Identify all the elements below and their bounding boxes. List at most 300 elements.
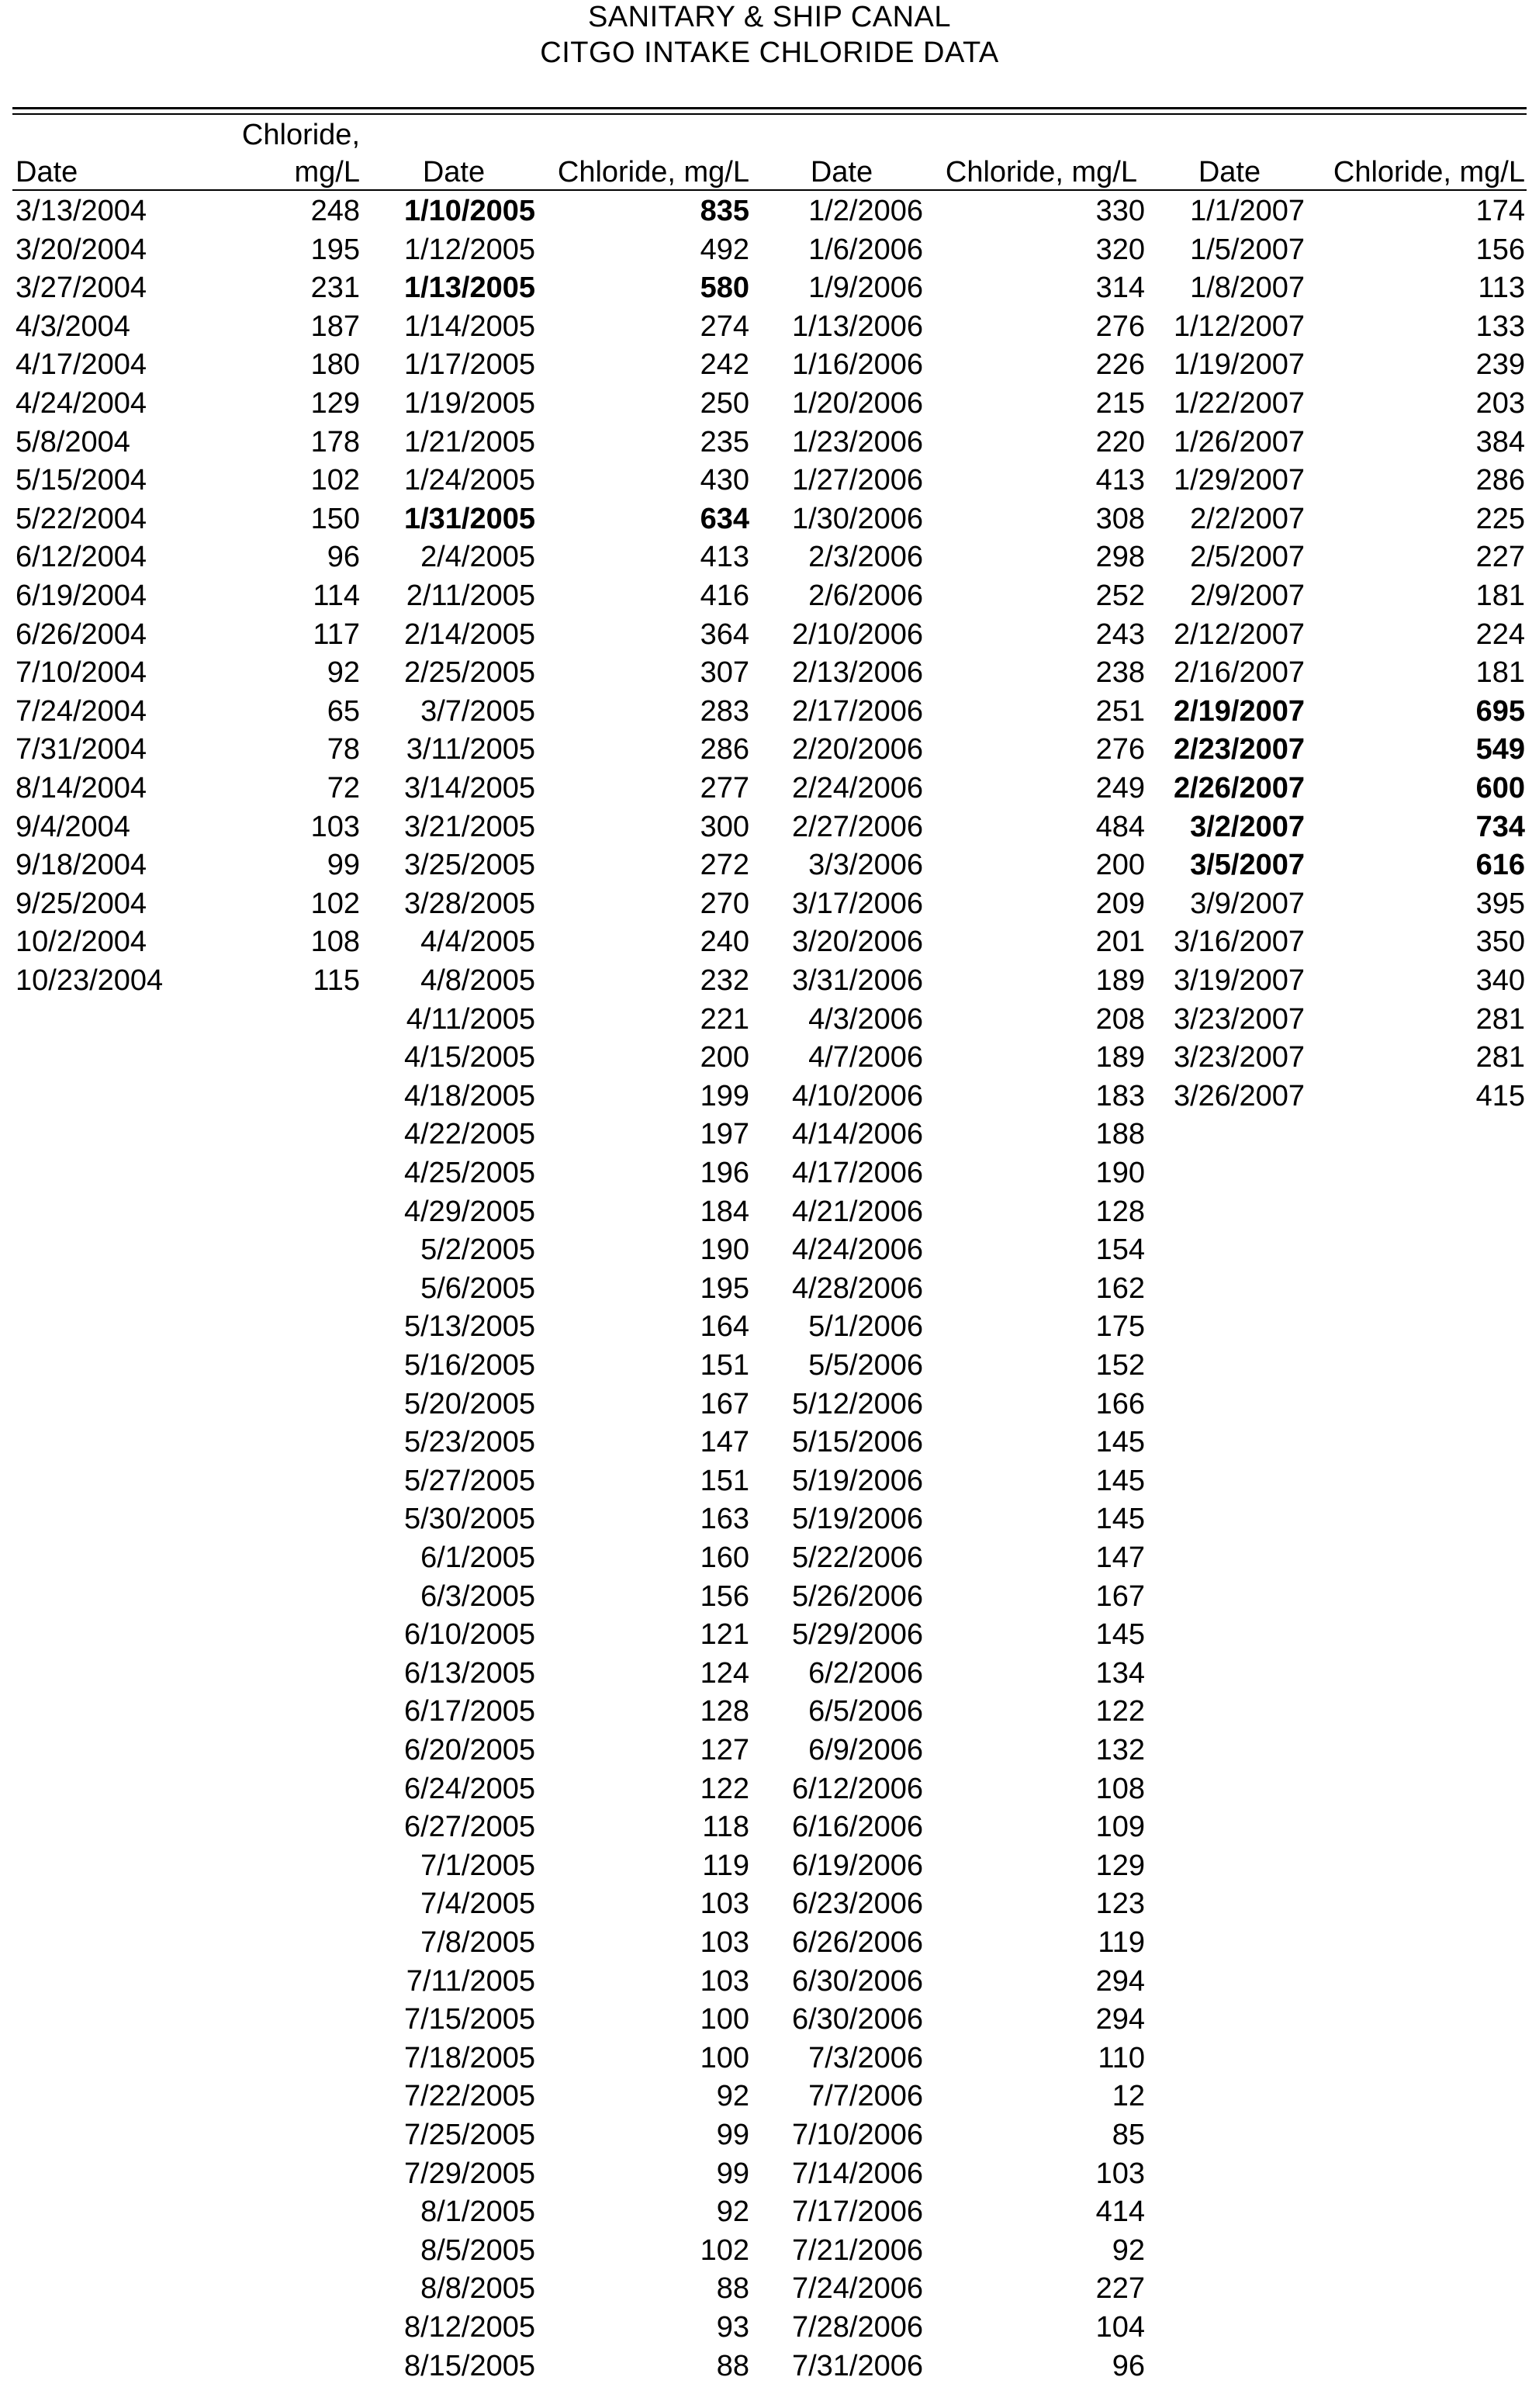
cell-chloride: 118 <box>702 1811 749 1844</box>
cell-chloride: 156 <box>700 1579 749 1613</box>
cell-date: 7/29/2005 <box>403 2157 535 2190</box>
cell-date: 5/22/2006 <box>791 1541 923 1574</box>
cell-date: 2/23/2007 <box>1173 733 1305 766</box>
cell-chloride: 183 <box>1095 1079 1145 1112</box>
cell-chloride: 251 <box>1095 694 1145 728</box>
cell-date: 7/24/2004 <box>16 694 147 728</box>
cell-date: 4/3/2004 <box>16 310 130 343</box>
cell-date: 3/27/2004 <box>16 272 147 305</box>
cell-chloride: 272 <box>700 849 749 882</box>
cell-chloride: 103 <box>310 810 360 843</box>
header-date-2006: Date <box>810 156 873 189</box>
cell-chloride: 184 <box>700 1195 749 1228</box>
cell-date: 6/17/2005 <box>403 1695 535 1728</box>
cell-chloride: 600 <box>1475 772 1525 804</box>
cell-date: 7/25/2005 <box>403 2119 535 2151</box>
cell-chloride: 92 <box>1112 2233 1145 2267</box>
cell-date: 5/13/2005 <box>403 1310 535 1344</box>
cell-date: 6/26/2006 <box>791 1926 923 1959</box>
cell-chloride: 277 <box>700 772 749 804</box>
cell-date: 3/11/2005 <box>406 733 535 766</box>
cell-date: 6/12/2004 <box>16 541 147 574</box>
cell-date: 7/10/2004 <box>16 656 147 690</box>
cell-chloride: 243 <box>1095 618 1145 651</box>
cell-chloride: 134 <box>1095 1656 1145 1690</box>
cell-date: 4/28/2006 <box>791 1271 923 1305</box>
cell-date: 4/25/2005 <box>403 1157 535 1189</box>
cell-date: 2/6/2006 <box>808 580 923 612</box>
cell-chloride: 298 <box>1095 541 1145 574</box>
cell-date: 3/13/2004 <box>16 195 147 227</box>
cell-chloride: 128 <box>1095 1195 1145 1228</box>
cell-chloride: 78 <box>327 733 360 766</box>
cell-chloride: 166 <box>1095 1387 1145 1420</box>
cell-chloride: 88 <box>716 2349 749 2382</box>
cell-chloride: 99 <box>716 2157 749 2190</box>
cell-chloride: 200 <box>1095 849 1145 882</box>
cell-date: 3/7/2005 <box>420 694 535 728</box>
cell-chloride: 102 <box>310 464 360 497</box>
cell-date: 6/19/2006 <box>791 1849 923 1882</box>
cell-date: 4/22/2005 <box>403 1118 535 1151</box>
cell-date: 4/15/2005 <box>403 1041 535 1074</box>
cell-date: 7/8/2005 <box>420 1926 535 1959</box>
cell-date: 10/2/2004 <box>16 925 147 959</box>
cell-date: 7/7/2006 <box>808 2080 923 2113</box>
cell-chloride: 281 <box>1475 1002 1525 1036</box>
cell-chloride: 235 <box>700 425 749 458</box>
cell-chloride: 129 <box>1095 1849 1145 1882</box>
cell-chloride: 364 <box>700 618 749 651</box>
cell-chloride: 196 <box>700 1157 749 1189</box>
cell-chloride: 114 <box>313 580 360 612</box>
cell-date: 1/1/2007 <box>1190 195 1305 227</box>
cell-chloride: 180 <box>310 348 360 382</box>
cell-date: 6/3/2005 <box>420 1579 535 1613</box>
cell-date: 5/1/2006 <box>808 1310 923 1344</box>
cell-chloride: 283 <box>700 694 749 728</box>
cell-chloride: 227 <box>1095 2272 1145 2306</box>
cell-chloride: 129 <box>310 387 360 420</box>
cell-date: 3/20/2006 <box>791 925 923 959</box>
header-chloride-2004-line1: Chloride, <box>241 119 360 151</box>
cell-chloride: 108 <box>1095 1772 1145 1805</box>
cell-chloride: 276 <box>1095 733 1145 766</box>
cell-date: 10/23/2004 <box>16 964 164 997</box>
cell-date: 1/24/2005 <box>403 464 535 497</box>
cell-date: 5/2/2005 <box>420 1233 535 1267</box>
cell-date: 7/31/2006 <box>791 2349 923 2382</box>
cell-chloride: 104 <box>1095 2311 1145 2344</box>
cell-date: 5/30/2005 <box>403 1503 535 1536</box>
cell-chloride: 103 <box>1095 2157 1145 2190</box>
cell-chloride: 109 <box>1095 1811 1145 1844</box>
cell-date: 1/2/2006 <box>808 195 923 227</box>
cell-chloride: 274 <box>700 310 749 343</box>
cell-date: 3/28/2005 <box>403 887 535 920</box>
cell-date: 1/8/2007 <box>1190 272 1305 305</box>
cell-chloride: 695 <box>1475 694 1525 728</box>
cell-date: 7/28/2006 <box>791 2311 923 2344</box>
cell-date: 2/2/2007 <box>1190 502 1305 535</box>
cell-date: 8/15/2005 <box>403 2349 535 2382</box>
cell-date: 6/10/2005 <box>403 1618 535 1652</box>
cell-chloride: 96 <box>1112 2349 1145 2382</box>
cell-date: 1/10/2005 <box>403 195 535 227</box>
cell-chloride: 208 <box>1095 1002 1145 1036</box>
cell-date: 2/11/2005 <box>406 580 535 612</box>
cell-chloride: 484 <box>1095 810 1145 843</box>
cell-date: 3/23/2007 <box>1173 1041 1305 1074</box>
cell-date: 1/21/2005 <box>403 425 535 458</box>
cell-date: 1/23/2006 <box>791 425 923 458</box>
header-date-2005: Date <box>422 156 486 189</box>
cell-date: 1/29/2007 <box>1173 464 1305 497</box>
cell-date: 2/5/2007 <box>1190 541 1305 574</box>
cell-chloride: 103 <box>700 1926 749 1959</box>
cell-chloride: 123 <box>1095 1887 1145 1921</box>
cell-chloride: 119 <box>1098 1926 1145 1959</box>
cell-date: 4/17/2006 <box>791 1157 923 1189</box>
cell-date: 5/23/2005 <box>403 1426 535 1459</box>
cell-chloride: 197 <box>700 1118 749 1151</box>
cell-chloride: 199 <box>700 1079 749 1112</box>
cell-date: 1/19/2007 <box>1173 348 1305 382</box>
cell-chloride: 240 <box>700 925 749 959</box>
cell-chloride: 294 <box>1095 1964 1145 1998</box>
cell-chloride: 150 <box>310 502 360 535</box>
cell-chloride: 145 <box>1095 1464 1145 1497</box>
cell-date: 2/10/2006 <box>791 618 923 651</box>
cell-date: 6/12/2006 <box>791 1772 923 1805</box>
cell-chloride: 92 <box>716 2195 749 2229</box>
cell-chloride: 188 <box>1095 1118 1145 1151</box>
cell-date: 5/15/2004 <box>16 464 147 497</box>
cell-chloride: 124 <box>700 1656 749 1690</box>
cell-date: 6/23/2006 <box>791 1887 923 1921</box>
cell-date: 4/10/2006 <box>791 1079 923 1112</box>
cell-chloride: 835 <box>700 195 749 227</box>
cell-chloride: 270 <box>700 887 749 920</box>
cell-date: 3/20/2004 <box>16 233 147 266</box>
cell-date: 7/15/2005 <box>403 2003 535 2036</box>
cell-chloride: 286 <box>700 733 749 766</box>
cell-date: 6/13/2005 <box>403 1656 535 1690</box>
cell-date: 6/30/2006 <box>791 2003 923 2036</box>
cell-date: 1/13/2005 <box>403 272 535 305</box>
cell-date: 8/14/2004 <box>16 772 147 804</box>
cell-chloride: 174 <box>1475 195 1525 227</box>
cell-chloride: 203 <box>1475 387 1525 420</box>
cell-date: 1/27/2006 <box>791 464 923 497</box>
cell-date: 5/15/2006 <box>791 1426 923 1459</box>
cell-date: 3/25/2005 <box>403 849 535 882</box>
cell-chloride: 330 <box>1095 195 1145 227</box>
cell-chloride: 164 <box>700 1310 749 1344</box>
cell-date: 1/26/2007 <box>1173 425 1305 458</box>
cell-date: 5/20/2005 <box>403 1387 535 1420</box>
cell-chloride: 145 <box>1095 1503 1145 1536</box>
cell-date: 6/1/2005 <box>420 1541 535 1574</box>
cell-chloride: 232 <box>700 964 749 997</box>
cell-chloride: 239 <box>1475 348 1525 382</box>
cell-date: 2/3/2006 <box>808 541 923 574</box>
cell-chloride: 238 <box>1095 656 1145 690</box>
cell-chloride: 413 <box>700 541 749 574</box>
cell-chloride: 634 <box>700 502 749 535</box>
cell-date: 4/14/2006 <box>791 1118 923 1151</box>
header-rule <box>12 189 1527 191</box>
cell-chloride: 110 <box>1098 2041 1145 2074</box>
cell-date: 3/16/2007 <box>1173 925 1305 959</box>
cell-chloride: 307 <box>700 656 749 690</box>
top-rule <box>12 107 1527 109</box>
cell-date: 7/4/2005 <box>420 1887 535 1921</box>
cell-chloride: 384 <box>1475 425 1525 458</box>
cell-date: 6/20/2005 <box>403 1734 535 1766</box>
cell-chloride: 160 <box>700 1541 749 1574</box>
cell-date: 5/29/2006 <box>791 1618 923 1652</box>
cell-chloride: 93 <box>716 2311 749 2344</box>
cell-date: 5/27/2005 <box>403 1464 535 1497</box>
cell-chloride: 151 <box>700 1349 749 1382</box>
cell-chloride: 492 <box>700 233 749 266</box>
cell-chloride: 100 <box>700 2041 749 2074</box>
cell-chloride: 103 <box>700 1964 749 1998</box>
cell-chloride: 340 <box>1475 964 1525 997</box>
cell-date: 1/30/2006 <box>791 502 923 535</box>
cell-date: 1/17/2005 <box>403 348 535 382</box>
cell-chloride: 117 <box>313 618 360 651</box>
cell-date: 6/30/2006 <box>791 1964 923 1998</box>
cell-date: 6/24/2005 <box>403 1772 535 1805</box>
cell-chloride: 127 <box>700 1734 749 1766</box>
cell-chloride: 189 <box>1095 1041 1145 1074</box>
cell-date: 8/12/2005 <box>403 2311 535 2344</box>
cell-chloride: 121 <box>700 1618 749 1652</box>
cell-date: 5/8/2004 <box>16 425 130 458</box>
cell-chloride: 231 <box>310 272 360 305</box>
cell-chloride: 201 <box>1095 925 1145 959</box>
cell-date: 7/14/2006 <box>791 2157 923 2190</box>
cell-date: 8/5/2005 <box>420 2233 535 2267</box>
cell-date: 9/25/2004 <box>16 887 147 920</box>
cell-date: 6/9/2006 <box>808 1734 923 1766</box>
cell-chloride: 72 <box>327 772 360 804</box>
cell-chloride: 281 <box>1475 1041 1525 1074</box>
cell-date: 2/12/2007 <box>1173 618 1305 651</box>
cell-chloride: 190 <box>1095 1157 1145 1189</box>
cell-date: 4/18/2005 <box>403 1079 535 1112</box>
cell-chloride: 414 <box>1095 2195 1145 2229</box>
cell-date: 5/19/2006 <box>791 1503 923 1536</box>
cell-chloride: 147 <box>1095 1541 1145 1574</box>
cell-chloride: 102 <box>310 887 360 920</box>
cell-chloride: 167 <box>700 1387 749 1420</box>
cell-date: 4/3/2006 <box>808 1002 923 1036</box>
cell-chloride: 350 <box>1475 925 1525 959</box>
cell-chloride: 300 <box>700 810 749 843</box>
cell-date: 1/13/2006 <box>791 310 923 343</box>
cell-chloride: 154 <box>1095 1233 1145 1267</box>
cell-date: 7/24/2006 <box>791 2272 923 2306</box>
cell-chloride: 88 <box>716 2272 749 2306</box>
document-title: SANITARY & SHIP CANAL <box>587 1 952 33</box>
cell-chloride: 108 <box>310 925 360 959</box>
cell-chloride: 190 <box>700 1233 749 1267</box>
cell-chloride: 178 <box>310 425 360 458</box>
document-subtitle: CITGO INTAKE CHLORIDE DATA <box>540 36 999 69</box>
cell-date: 2/16/2007 <box>1173 656 1305 690</box>
cell-chloride: 99 <box>327 849 360 882</box>
cell-date: 3/3/2006 <box>808 849 923 882</box>
cell-date: 2/27/2006 <box>791 810 923 843</box>
cell-chloride: 128 <box>700 1695 749 1728</box>
cell-chloride: 85 <box>1112 2119 1145 2151</box>
cell-date: 1/14/2005 <box>403 310 535 343</box>
cell-chloride: 276 <box>1095 310 1145 343</box>
cell-date: 2/4/2005 <box>420 541 535 574</box>
cell-chloride: 549 <box>1475 733 1525 766</box>
cell-date: 5/22/2004 <box>16 502 147 535</box>
cell-chloride: 147 <box>700 1426 749 1459</box>
cell-date: 5/6/2005 <box>420 1271 535 1305</box>
cell-date: 2/19/2007 <box>1173 694 1305 728</box>
cell-date: 3/31/2006 <box>791 964 923 997</box>
cell-chloride: 320 <box>1095 233 1145 266</box>
cell-date: 7/31/2004 <box>16 733 147 766</box>
cell-date: 4/29/2005 <box>403 1195 535 1228</box>
header-chloride-2006: Chloride, mg/L <box>945 156 1137 189</box>
cell-chloride: 181 <box>1475 580 1525 612</box>
cell-date: 1/12/2005 <box>403 233 535 266</box>
cell-date: 1/31/2005 <box>403 502 535 535</box>
cell-chloride: 195 <box>310 233 360 266</box>
cell-chloride: 308 <box>1095 502 1145 535</box>
cell-chloride: 132 <box>1095 1734 1145 1766</box>
cell-date: 1/19/2005 <box>403 387 535 420</box>
cell-chloride: 413 <box>1095 464 1145 497</box>
cell-date: 2/26/2007 <box>1173 772 1305 804</box>
cell-date: 3/23/2007 <box>1173 1002 1305 1036</box>
cell-chloride: 92 <box>327 656 360 690</box>
header-chloride-2004-line2: mg/L <box>294 156 360 189</box>
cell-chloride: 156 <box>1475 233 1525 266</box>
cell-date: 4/21/2006 <box>791 1195 923 1228</box>
cell-chloride: 225 <box>1475 502 1525 535</box>
cell-date: 5/19/2006 <box>791 1464 923 1497</box>
cell-chloride: 250 <box>700 387 749 420</box>
cell-chloride: 430 <box>700 464 749 497</box>
cell-date: 2/24/2006 <box>791 772 923 804</box>
cell-chloride: 286 <box>1475 464 1525 497</box>
cell-date: 4/17/2004 <box>16 348 147 382</box>
cell-chloride: 200 <box>700 1041 749 1074</box>
cell-chloride: 12 <box>1112 2080 1145 2113</box>
cell-date: 7/3/2006 <box>808 2041 923 2074</box>
cell-date: 2/17/2006 <box>791 694 923 728</box>
cell-date: 2/14/2005 <box>403 618 535 651</box>
cell-chloride: 175 <box>1095 1310 1145 1344</box>
cell-chloride: 163 <box>700 1503 749 1536</box>
cell-chloride: 221 <box>700 1002 749 1036</box>
cell-chloride: 122 <box>700 1772 749 1805</box>
cell-date: 4/7/2006 <box>808 1041 923 1074</box>
cell-date: 3/17/2006 <box>791 887 923 920</box>
cell-chloride: 102 <box>700 2233 749 2267</box>
cell-date: 1/22/2007 <box>1173 387 1305 420</box>
cell-date: 5/12/2006 <box>791 1387 923 1420</box>
cell-date: 5/26/2006 <box>791 1579 923 1613</box>
cell-chloride: 187 <box>310 310 360 343</box>
cell-date: 1/20/2006 <box>791 387 923 420</box>
cell-date: 4/24/2006 <box>791 1233 923 1267</box>
cell-chloride: 181 <box>1475 656 1525 690</box>
cell-chloride: 252 <box>1095 580 1145 612</box>
cell-chloride: 226 <box>1095 348 1145 382</box>
cell-date: 3/2/2007 <box>1190 810 1305 843</box>
cell-chloride: 189 <box>1095 964 1145 997</box>
cell-date: 3/26/2007 <box>1173 1079 1305 1112</box>
cell-date: 3/5/2007 <box>1190 849 1305 882</box>
cell-date: 1/6/2006 <box>808 233 923 266</box>
cell-chloride: 151 <box>700 1464 749 1497</box>
cell-date: 3/14/2005 <box>403 772 535 804</box>
header-chloride-2007: Chloride, mg/L <box>1333 156 1525 189</box>
cell-chloride: 100 <box>700 2003 749 2036</box>
cell-chloride: 96 <box>327 541 360 574</box>
cell-chloride: 220 <box>1095 425 1145 458</box>
cell-chloride: 314 <box>1095 272 1145 305</box>
cell-chloride: 215 <box>1095 387 1145 420</box>
cell-date: 7/10/2006 <box>791 2119 923 2151</box>
cell-date: 7/22/2005 <box>403 2080 535 2113</box>
cell-date: 1/5/2007 <box>1190 233 1305 266</box>
cell-chloride: 103 <box>700 1887 749 1921</box>
cell-chloride: 242 <box>700 348 749 382</box>
top-rule-double <box>12 113 1527 115</box>
cell-date: 6/5/2006 <box>808 1695 923 1728</box>
cell-date: 4/8/2005 <box>420 964 535 997</box>
cell-chloride: 416 <box>700 580 749 612</box>
cell-date: 6/26/2004 <box>16 618 147 651</box>
cell-date: 7/17/2006 <box>791 2195 923 2229</box>
cell-chloride: 224 <box>1475 618 1525 651</box>
header-chloride-2005: Chloride, mg/L <box>557 156 749 189</box>
cell-chloride: 415 <box>1475 1079 1525 1112</box>
cell-date: 7/1/2005 <box>420 1849 535 1882</box>
cell-date: 2/20/2006 <box>791 733 923 766</box>
cell-date: 3/19/2007 <box>1173 964 1305 997</box>
cell-date: 7/21/2006 <box>791 2233 923 2267</box>
cell-date: 8/1/2005 <box>420 2195 535 2229</box>
header-date-2007: Date <box>1198 156 1261 189</box>
cell-chloride: 152 <box>1095 1349 1145 1382</box>
cell-date: 3/21/2005 <box>403 810 535 843</box>
cell-chloride: 133 <box>1475 310 1525 343</box>
cell-chloride: 395 <box>1475 887 1525 920</box>
cell-chloride: 227 <box>1475 541 1525 574</box>
cell-date: 2/9/2007 <box>1190 580 1305 612</box>
cell-chloride: 119 <box>702 1849 749 1882</box>
header-date-2004: Date <box>16 156 78 189</box>
cell-date: 7/18/2005 <box>403 2041 535 2074</box>
cell-date: 1/9/2006 <box>808 272 923 305</box>
cell-chloride: 162 <box>1095 1271 1145 1305</box>
cell-date: 6/16/2006 <box>791 1811 923 1844</box>
cell-chloride: 209 <box>1095 887 1145 920</box>
cell-date: 9/4/2004 <box>16 810 130 843</box>
